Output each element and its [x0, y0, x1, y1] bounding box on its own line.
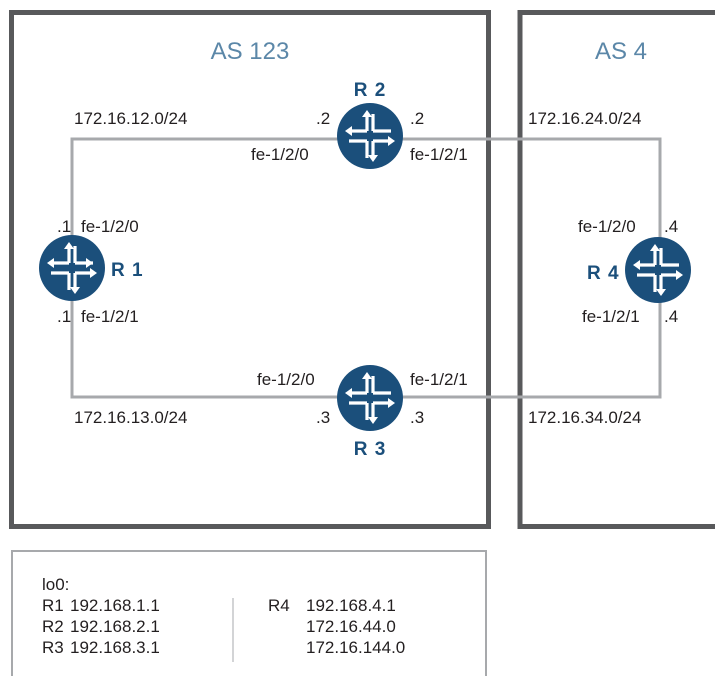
r1-iface-top: fe-1/2/0	[81, 217, 139, 236]
legend-router: R4	[268, 596, 290, 615]
router-r3-label: R 3	[353, 439, 387, 460]
legend-left-column	[42, 595, 160, 658]
r2-host-left: .2	[316, 109, 331, 128]
r1-iface-bottom: fe-1/2/1	[81, 307, 139, 326]
r3-iface-left: fe-1/2/0	[257, 370, 315, 389]
r4-host-bottom: .4	[664, 307, 679, 326]
legend-address: 192.168.3.1	[70, 638, 160, 657]
as4-title: AS 4	[594, 38, 648, 65]
legend-router: R2	[42, 617, 64, 636]
r1-host-top: .1	[57, 217, 72, 236]
router-r1-icon[interactable]	[39, 235, 105, 301]
legend-router: R1	[42, 596, 64, 615]
as123-title: AS 123	[210, 38, 290, 65]
r4-iface-top: fe-1/2/0	[578, 217, 636, 236]
r2-iface-left: fe-1/2/0	[251, 145, 309, 164]
subnet-r3-r4: 172.16.34.0/24	[528, 408, 642, 427]
router-r3-icon[interactable]	[337, 365, 403, 431]
r3-host-left: .3	[316, 408, 331, 427]
r2-host-right: .2	[410, 109, 425, 128]
r3-iface-right: fe-1/2/1	[410, 370, 468, 389]
r4-iface-bottom: fe-1/2/1	[582, 307, 640, 326]
legend-row-r4-extra-2	[268, 637, 405, 658]
legend-address: 172.16.144.0	[306, 638, 406, 657]
router-r4-label: R 4	[587, 263, 620, 284]
router-r4-icon[interactable]	[625, 237, 691, 303]
legend-row-r1	[42, 595, 160, 616]
legend-address: 192.168.4.1	[306, 596, 396, 615]
r3-host-right: .3	[410, 408, 425, 427]
legend-heading: lo0:	[42, 575, 70, 594]
r4-host-top: .4	[664, 217, 679, 236]
legend-row-r4	[268, 595, 405, 616]
legend-router: R3	[42, 638, 64, 657]
legend-address: 192.168.1.1	[70, 596, 160, 615]
legend-right-column	[268, 595, 405, 658]
legend-row-r2	[42, 616, 160, 637]
legend-address: 192.168.2.1	[70, 617, 160, 636]
router-r2-icon[interactable]	[337, 103, 403, 169]
legend-address: 172.16.44.0	[306, 617, 396, 636]
router-r2-label: R 2	[353, 80, 387, 101]
r1-host-bottom: .1	[57, 307, 72, 326]
r2-iface-right: fe-1/2/1	[410, 145, 468, 164]
subnet-r1-r3: 172.16.13.0/24	[74, 408, 188, 427]
legend-row-r4-extra-1	[268, 616, 405, 637]
legend-row-r3	[42, 637, 160, 658]
subnet-r2-r4: 172.16.24.0/24	[528, 109, 642, 128]
router-r1-label: R 1	[111, 260, 144, 281]
subnet-r1-r2: 172.16.12.0/24	[74, 109, 188, 128]
